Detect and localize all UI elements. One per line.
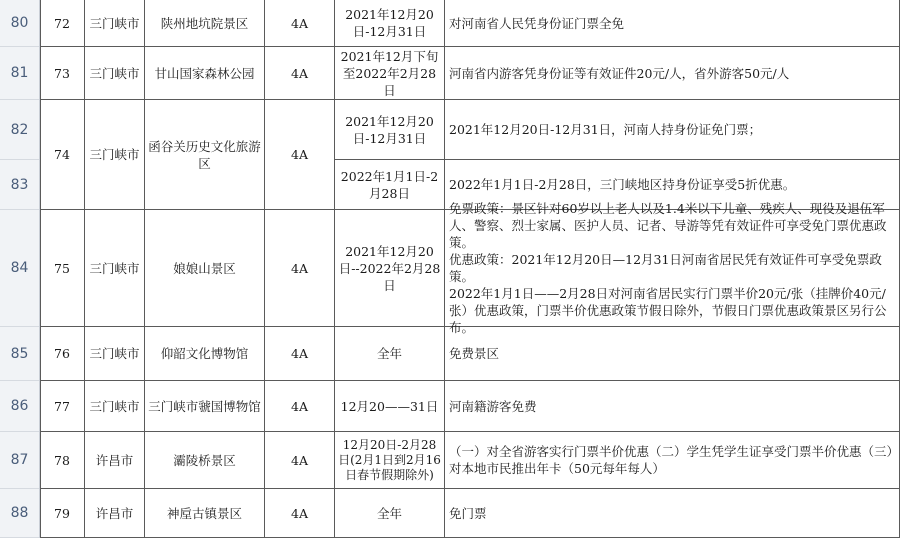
cell-policy[interactable]: 免费景区	[445, 327, 900, 381]
cell-city[interactable]: 许昌市	[85, 432, 145, 489]
cell-city[interactable]: 三门峡市	[85, 47, 145, 100]
cell-period[interactable]: 2021年12月20日-12月31日	[335, 0, 445, 47]
cell-policy[interactable]	[445, 201, 900, 335]
cell-policy[interactable]: 免门票	[445, 489, 900, 538]
row-header-83[interactable]: 83	[0, 160, 39, 210]
cell-city[interactable]: 三门峡市	[85, 100, 145, 210]
cell-scenic-name[interactable]: 仰韶文化博物馆	[145, 327, 265, 381]
cell-city[interactable]: 许昌市	[85, 489, 145, 538]
row-header-85[interactable]: 85	[0, 327, 39, 381]
cell-level[interactable]: 4A	[265, 210, 335, 327]
cell-policy[interactable]: 2021年12月20日-12月31日，河南人持身份证免门票；	[445, 100, 900, 160]
cell-policy[interactable]: 河南籍游客免费	[445, 381, 900, 432]
cell-scenic-name[interactable]: 函谷关历史文化旅游区	[145, 100, 265, 210]
row-header-84[interactable]: 84	[0, 210, 39, 327]
cell-city[interactable]: 三门峡市	[85, 381, 145, 432]
cell-seq[interactable]: 72	[40, 0, 85, 47]
cell-period[interactable]: 2021年12月下旬至2022年2月28日	[335, 47, 445, 100]
cell-level[interactable]: 4A	[265, 432, 335, 489]
cell-city[interactable]: 三门峡市	[85, 210, 145, 327]
cell-seq[interactable]: 73	[40, 47, 85, 100]
cell-scenic-name[interactable]: 陕州地坑院景区	[145, 0, 265, 47]
cell-period[interactable]: 2022年1月1日-2月28日	[335, 160, 445, 210]
cell-policy[interactable]: （一）对全省游客实行门票半价优惠（二）学生凭学生证享受门票半价优惠（三）对本地市民推出年卡（50元每年每人）	[445, 432, 900, 489]
cell-level[interactable]: 4A	[265, 327, 335, 381]
cell-scenic-name[interactable]: 灞陵桥景区	[145, 432, 265, 489]
row-header-82[interactable]: 82	[0, 100, 39, 160]
cell-period[interactable]: 2021年12月20日--2022年2月28日	[335, 210, 445, 327]
cell-scenic-name[interactable]: 娘娘山景区	[145, 210, 265, 327]
cell-period[interactable]: 全年	[335, 489, 445, 538]
cell-city[interactable]: 三门峡市	[85, 327, 145, 381]
cell-level[interactable]: 4A	[265, 47, 335, 100]
cell-period[interactable]: 全年	[335, 327, 445, 381]
cell-seq[interactable]: 77	[40, 381, 85, 432]
cell-policy[interactable]: 2022年1月1日-2月28日，三门峡地区持身份证享受5折优惠。	[445, 160, 900, 210]
cell-period[interactable]: 12月20——31日	[335, 381, 445, 432]
cell-seq[interactable]: 74	[40, 100, 85, 210]
cell-level[interactable]: 4A	[265, 100, 335, 210]
cell-period[interactable]: 2021年12月20日-12月31日	[335, 100, 445, 160]
cell-scenic-name[interactable]: 甘山国家森林公园	[145, 47, 265, 100]
cell-level[interactable]: 4A	[265, 0, 335, 47]
cell-period[interactable]: 12月20日-2月28日(2月1日到2月16日春节假期除外)	[335, 432, 445, 489]
cell-scenic-name[interactable]: 三门峡市虢国博物馆	[145, 381, 265, 432]
cell-level[interactable]: 4A	[265, 381, 335, 432]
row-header-81[interactable]: 81	[0, 47, 39, 100]
data-table	[40, 0, 900, 538]
cell-seq[interactable]: 78	[40, 432, 85, 489]
row-header-88[interactable]: 88	[0, 489, 39, 538]
cell-city[interactable]: 三门峡市	[85, 0, 145, 47]
row-header-87[interactable]: 87	[0, 432, 39, 489]
policy-line: 优惠政策：2021年12月20日—12月31日河南省居民凭有效证件可享受免票政策。	[449, 252, 882, 284]
policy-line: 免票政策：景区针对60岁以上老人以及1.4米以下儿童、残疾人、现役及退伍军人、警察、烈士家属、医护人员、记者、导游等凭有效证件可享受免门票优惠政策。	[449, 201, 887, 250]
cell-scenic-name[interactable]: 神垕古镇景区	[145, 489, 265, 538]
cell-policy[interactable]: 河南省内游客凭身份证等有效证件20元/人，省外游客50元/人	[445, 47, 900, 100]
cell-seq[interactable]: 79	[40, 489, 85, 538]
cell-seq[interactable]: 76	[40, 327, 85, 381]
policy-line: 2022年1月1日——2月28日对河南省居民实行门票半价20元/张（挂牌价40元/张）优惠政策，门票半价优惠政策节假日除外，节假日门票优惠政策景区另行公布。	[449, 286, 887, 335]
cell-policy[interactable]: 对河南省人民凭身份证门票全免	[445, 0, 900, 47]
cell-seq[interactable]: 75	[40, 210, 85, 327]
row-header-86[interactable]: 86	[0, 381, 39, 432]
cell-level[interactable]: 4A	[265, 489, 335, 538]
row-header-80[interactable]: 80	[0, 0, 39, 47]
